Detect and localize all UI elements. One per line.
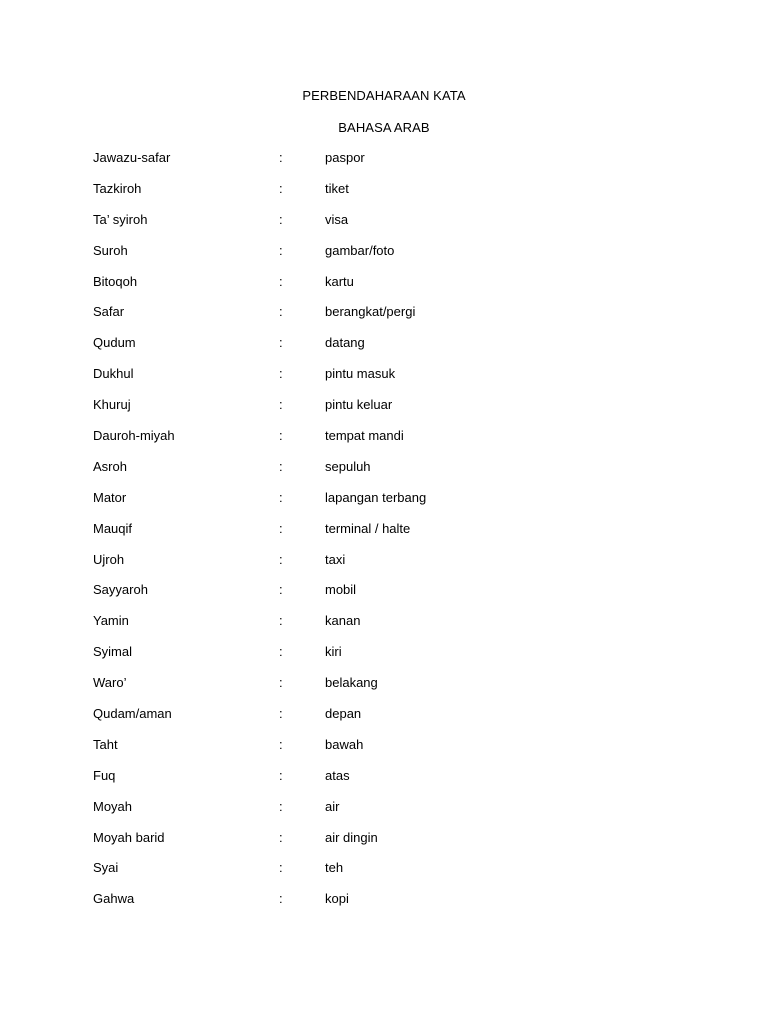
arabic-term: Fuq: [93, 767, 116, 783]
arabic-term: Yamin: [93, 613, 129, 629]
separator: :: [279, 428, 283, 444]
separator: :: [279, 335, 283, 351]
indonesian-meaning: air dingin: [325, 829, 378, 845]
vocabulary-row: [0, 150, 768, 181]
indonesian-meaning: sepuluh: [325, 458, 371, 474]
arabic-term: Syimal: [93, 644, 133, 660]
vocabulary-row: [0, 799, 768, 830]
document-subtitle: BAHASA ARAB: [338, 120, 430, 135]
arabic-term: Suroh: [93, 242, 128, 258]
separator: :: [279, 489, 283, 505]
separator: :: [279, 211, 283, 227]
indonesian-meaning: pintu keluar: [325, 397, 393, 413]
separator: :: [279, 675, 283, 691]
separator: :: [279, 891, 283, 907]
arabic-term: Bitoqoh: [93, 273, 138, 289]
arabic-term: Safar: [93, 304, 125, 320]
arabic-term: Ta’ syiroh: [93, 211, 148, 227]
indonesian-meaning: kanan: [325, 613, 361, 629]
vocabulary-row: [0, 891, 768, 922]
separator: :: [279, 150, 283, 165]
indonesian-meaning: atas: [325, 767, 350, 783]
vocabulary-row: [0, 521, 768, 552]
vocabulary-row: [0, 181, 768, 212]
indonesian-meaning: air: [325, 798, 340, 814]
arabic-term: Moyah barid: [93, 829, 165, 845]
document-title: PERBENDAHARAAN KATA: [302, 88, 466, 103]
separator: :: [279, 273, 283, 289]
separator: :: [279, 829, 283, 845]
arabic-term: Sayyaroh: [93, 582, 148, 598]
vocabulary-row: [0, 675, 768, 706]
separator: :: [279, 366, 283, 382]
separator: :: [279, 613, 283, 629]
indonesian-meaning: belakang: [325, 675, 378, 691]
arabic-term: Qudum: [93, 335, 136, 351]
indonesian-meaning: visa: [325, 211, 349, 227]
vocabulary-row: [0, 490, 768, 521]
indonesian-meaning: mobil: [325, 582, 357, 598]
arabic-term: Qudam/aman: [93, 706, 172, 722]
arabic-term: Dukhul: [93, 366, 134, 382]
arabic-term: Khuruj: [93, 397, 131, 413]
vocabulary-row: [0, 644, 768, 675]
indonesian-meaning: tiket: [325, 180, 349, 196]
indonesian-meaning: berangkat/pergi: [325, 304, 416, 320]
separator: :: [279, 304, 283, 320]
arabic-term: Gahwa: [93, 891, 135, 907]
arabic-term: Asroh: [93, 458, 127, 474]
vocabulary-row: [0, 212, 768, 243]
vocabulary-row: [0, 860, 768, 891]
indonesian-meaning: datang: [325, 335, 365, 351]
indonesian-meaning: taxi: [325, 551, 346, 567]
vocabulary-row: [0, 397, 768, 428]
separator: :: [279, 860, 283, 876]
indonesian-meaning: depan: [325, 706, 362, 722]
arabic-term: Dauroh-miyah: [93, 428, 175, 444]
indonesian-meaning: lapangan terbang: [325, 489, 427, 505]
vocabulary-row: [0, 552, 768, 583]
vocabulary-row: [0, 582, 768, 613]
indonesian-meaning: gambar/foto: [325, 242, 395, 258]
vocabulary-row: [0, 274, 768, 305]
arabic-term: Syai: [93, 860, 119, 876]
arabic-term: Ujroh: [93, 551, 125, 567]
separator: :: [279, 551, 283, 567]
arabic-term: Mator: [93, 489, 127, 505]
indonesian-meaning: paspor: [325, 150, 365, 165]
vocabulary-row: [0, 428, 768, 459]
arabic-term: Moyah: [93, 798, 133, 814]
vocabulary-row: [0, 768, 768, 799]
separator: :: [279, 644, 283, 660]
indonesian-meaning: tempat mandi: [325, 428, 404, 444]
vocabulary-row: [0, 243, 768, 274]
arabic-term: Taht: [93, 736, 118, 752]
vocabulary-row: [0, 737, 768, 768]
indonesian-meaning: terminal / halte: [325, 520, 411, 536]
separator: :: [279, 458, 283, 474]
vocabulary-row: [0, 304, 768, 335]
separator: :: [279, 706, 283, 722]
separator: :: [279, 180, 283, 196]
arabic-term: Jawazu-safar: [93, 150, 171, 165]
indonesian-meaning: bawah: [325, 736, 364, 752]
vocabulary-list: [0, 150, 768, 922]
vocabulary-row: [0, 613, 768, 644]
vocabulary-row: [0, 335, 768, 366]
vocabulary-row: [0, 830, 768, 861]
separator: :: [279, 736, 283, 752]
indonesian-meaning: pintu masuk: [325, 366, 396, 382]
vocabulary-row: [0, 366, 768, 397]
indonesian-meaning: kartu: [325, 273, 354, 289]
indonesian-meaning: kiri: [325, 644, 342, 660]
vocabulary-row: [0, 459, 768, 490]
separator: :: [279, 397, 283, 413]
indonesian-meaning: kopi: [325, 891, 349, 907]
separator: :: [279, 582, 283, 598]
separator: :: [279, 520, 283, 536]
separator: :: [279, 798, 283, 814]
vocabulary-row: [0, 706, 768, 737]
separator: :: [279, 767, 283, 783]
arabic-term: Waro’: [93, 675, 127, 691]
separator: :: [279, 242, 283, 258]
indonesian-meaning: teh: [325, 860, 344, 876]
arabic-term: Mauqif: [93, 520, 133, 536]
arabic-term: Tazkiroh: [93, 180, 142, 196]
